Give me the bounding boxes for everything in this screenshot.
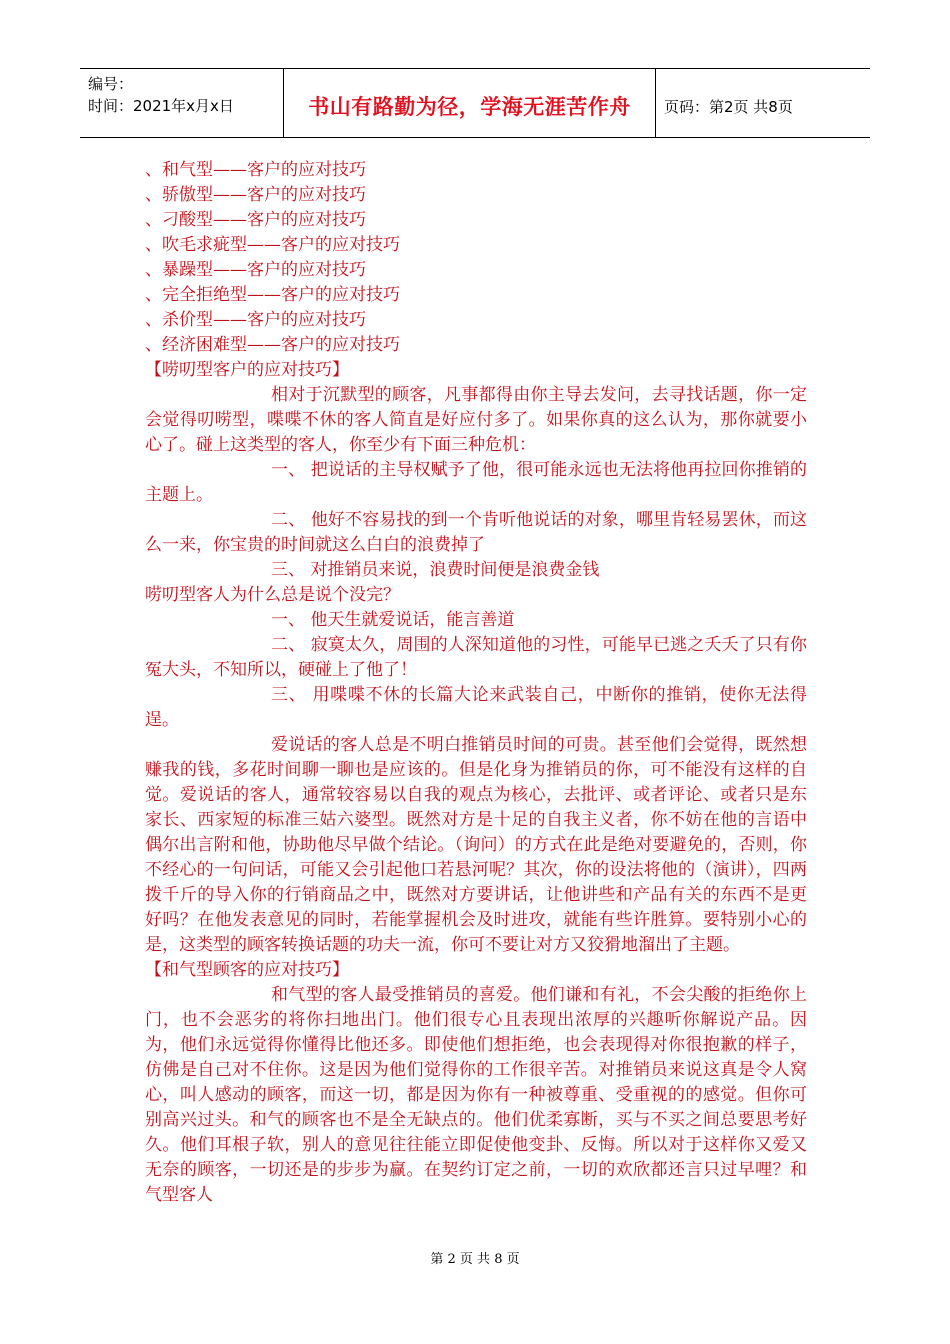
paragraph-danger-2: 二、 他好不容易找的到一个肯听他说话的对象，哪里肯轻易罢休，而这么一来，你宝贵的时间就这么白白的浪费掉了 bbox=[145, 510, 807, 555]
paragraph-reason-2: 二、 寂寞太久，周围的人深知道他的习性，可能早已逃之夭夭了只有你冤大头，不知所以，硬碰上了他了！ bbox=[145, 635, 807, 680]
list-item: 、杀价型——客户的应对技巧 bbox=[145, 310, 366, 330]
list-item: 、刁酸型——客户的应对技巧 bbox=[145, 210, 366, 230]
paragraph-talkative-body: 爱说话的客人总是不明白推销员时间的可贵。甚至他们会觉得，既然想赚我的钱，多花时间聊一聊也是应该的。但是化身为推销员的你，可不能没有这样的自觉。爱说话的客人，通常较容易以自我的观点为核心，去批评、或者评论、或者只是东家长、西家短的标准三姑六婆型。既然对方是十足的自我主义者，你不妨在他的言语中偶尔出言附和他，协助他尽早做个结论。（询问）的方式在此是绝对要避免的，否则，你不经心的一句问话，可能又会引起他口若悬河呢？其次，你的设法将他的（演讲），四两拨千斤的导入你的行销商品之中，既然对方要讲话，让他讲些和产品有关的东西不是更好吗？在他发表意见的同时，若能掌握机会及时进攻，就能有些许胜算。要特别小心的是，这类型的顾客转换话题的功夫一流，你可不要让对方又狡猾地溜出了主题。 bbox=[145, 735, 807, 955]
paragraph-reason-1: 一、 他天生就爱说话，能言善道 bbox=[271, 610, 515, 630]
customer-type-list bbox=[145, 158, 807, 358]
paragraph-danger-3: 三、 对推销员来说，浪费时间便是浪费金钱 bbox=[271, 560, 600, 580]
document-number-label: 编号： bbox=[88, 75, 134, 93]
list-item: 、暴躁型——客户的应对技巧 bbox=[145, 260, 366, 280]
header-motto-cell bbox=[283, 69, 656, 137]
section-heading-talkative: 【唠叨型客户的应对技巧】 bbox=[145, 360, 349, 380]
paragraph-reason-3: 三、 用喋喋不休的长篇大论来武装自己，中断你的推销，使你无法得逞。 bbox=[145, 685, 807, 730]
paragraph-question: 唠叨型客人为什么总是说个没完？ bbox=[145, 585, 400, 605]
section-heading-amiable: 【和气型顾客的应对技巧】 bbox=[145, 960, 349, 980]
header-page-cell bbox=[656, 69, 870, 137]
header-info-cell bbox=[80, 69, 283, 137]
page-header bbox=[80, 68, 870, 138]
paragraph-danger-1: 一、 把说话的主导权赋予了他，很可能永远也无法将他再拉回你推销的主题上。 bbox=[145, 460, 807, 505]
paragraph-talkative-intro: 相对于沉默型的顾客，凡事都得由你主导去发问，去寻找话题，你一定会觉得叨唠型，喋喋不休的客人简直是好应付多了。如果你真的这么认为，那你就要小心了。碰上这类型的客人，你至少有下面三种危机： bbox=[145, 385, 807, 455]
page-footer: 第 2 页 共 8 页 bbox=[430, 1252, 520, 1267]
list-item: 、和气型——客户的应对技巧 bbox=[145, 160, 366, 180]
header-page-number: 页码：第2页 共8页 bbox=[664, 97, 793, 116]
list-item: 、吹毛求疵型——客户的应对技巧 bbox=[145, 235, 400, 255]
header-motto: 书山有路勤为径，学海无涯苦作舟 bbox=[308, 95, 631, 119]
list-item: 、完全拒绝型——客户的应对技巧 bbox=[145, 285, 400, 305]
document-time-label: 时间：2021年x月x日 bbox=[88, 97, 234, 115]
list-item: 、骄傲型——客户的应对技巧 bbox=[145, 185, 366, 205]
document-body bbox=[145, 158, 807, 1208]
list-item: 、经济困难型——客户的应对技巧 bbox=[145, 335, 400, 355]
paragraph-amiable-body: 和气型的客人最受推销员的喜爱。他们谦和有礼，不会尖酸的拒绝你上门，也不会恶劣的将你扫地出门。他们很专心且表现出浓厚的兴趣听你解说产品。因为，他们永远觉得你懂得比他还多。即使他们想拒绝，也会表现得对你很抱歉的样子，仿佛是自己对不住你。这是因为他们觉得你的工作很辛苦。对推销员来说这真是令人窝心，叫人感动的顾客，而这一切，都是因为你有一种被尊重、受重视的的感觉。但你可别高兴过头。和气的顾客也不是全无缺点的。他们优柔寡断，买与不买之间总要思考好久。他们耳根子软，别人的意见往往能立即促使他变卦、反悔。所以对于这样你又爱又无奈的顾客，一切还是的步步为赢。在契约订定之前，一切的欢欣都还言只过早哩？和气型客人 bbox=[145, 985, 807, 1205]
